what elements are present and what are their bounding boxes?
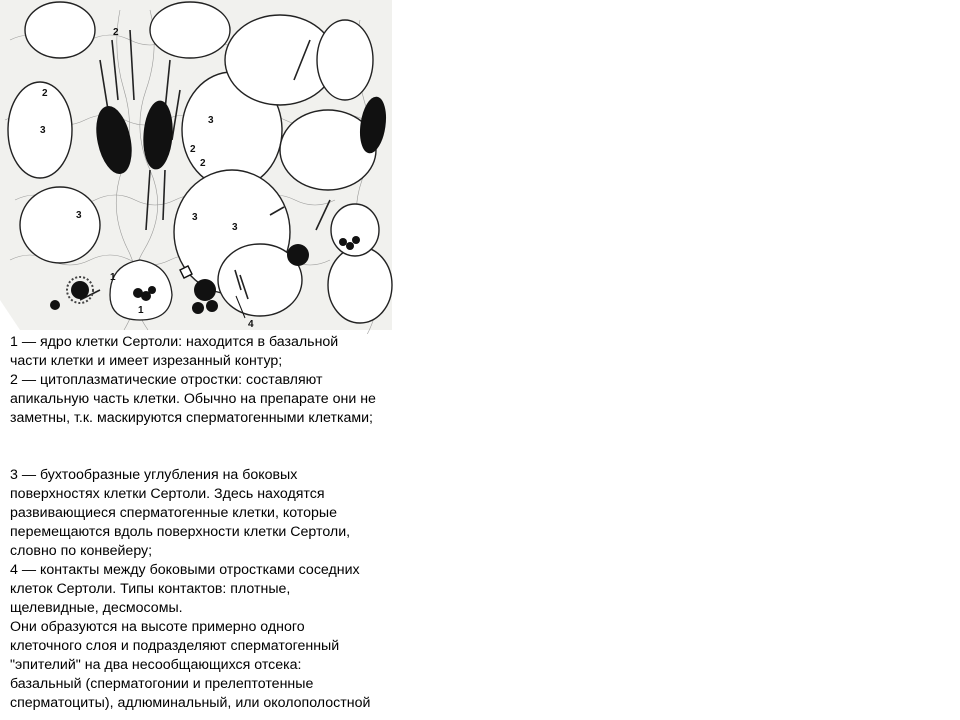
caption-line: клеток Сертоли. Типы контактов: плотные, xyxy=(10,581,291,597)
figure-label: 2 xyxy=(113,27,119,38)
figure-label: 3 xyxy=(40,125,46,136)
caption-line: перемещаются вдоль поверхности клетки Сертоли, xyxy=(10,524,351,540)
caption-line: щелевидные, десмосомы. xyxy=(10,600,183,616)
caption-line: Они образуются на высоте примерно одного xyxy=(10,619,305,635)
caption-line: клеточного слоя и подразделяют сперматогенный xyxy=(10,638,340,654)
figure-label: 3 xyxy=(192,212,198,223)
caption-line: словно по конвейеру; xyxy=(10,543,153,559)
figure-label: 1 xyxy=(138,305,144,316)
spacer xyxy=(10,428,430,466)
figure-caption xyxy=(10,333,430,713)
figure-label: 2 xyxy=(200,158,206,169)
caption-line: апикальную часть клетки. Обычно на препарате они не xyxy=(10,391,376,407)
caption-line: 2 — цитоплазматические отростки: составляют xyxy=(10,372,323,388)
caption-line: "эпителий" на два несообщающихся отсека: xyxy=(10,657,302,673)
caption-item-3 xyxy=(10,466,430,561)
figure-label: 3 xyxy=(232,222,238,233)
figure-label: 3 xyxy=(76,210,82,221)
caption-line: части клетки и имеет изрезанный контур; xyxy=(10,353,283,369)
caption-line: 4 — контакты между боковыми отростками соседних xyxy=(10,562,360,578)
figure-label: 4 xyxy=(248,319,254,330)
figure-label: 2 xyxy=(190,144,196,155)
caption-line: сперматоциты), адлюминальный, или околополостной xyxy=(10,695,371,711)
caption-line: поверхностях клетки Сертоли. Здесь находятся xyxy=(10,486,325,502)
figure-label: 3 xyxy=(208,115,214,126)
caption-line: развивающиеся сперматогенные клетки, которые xyxy=(10,505,338,521)
caption-item-2 xyxy=(10,371,430,428)
caption-line: заметны, т.к. маскируются сперматогенными клетками; xyxy=(10,410,373,426)
figure-label: 1 xyxy=(110,272,116,283)
caption-item-1 xyxy=(10,333,430,371)
caption-line: 1 — ядро клетки Сертоли: находится в базальной xyxy=(10,334,339,350)
figure-label: 2 xyxy=(42,88,48,99)
sertoli-cell-illustration xyxy=(0,0,395,334)
caption-line: базальный (сперматогонии и прелептотенные xyxy=(10,676,314,692)
caption-note xyxy=(10,618,430,713)
caption-item-4 xyxy=(10,561,430,618)
caption-line: 3 — бухтообразные углубления на боковых xyxy=(10,467,298,483)
